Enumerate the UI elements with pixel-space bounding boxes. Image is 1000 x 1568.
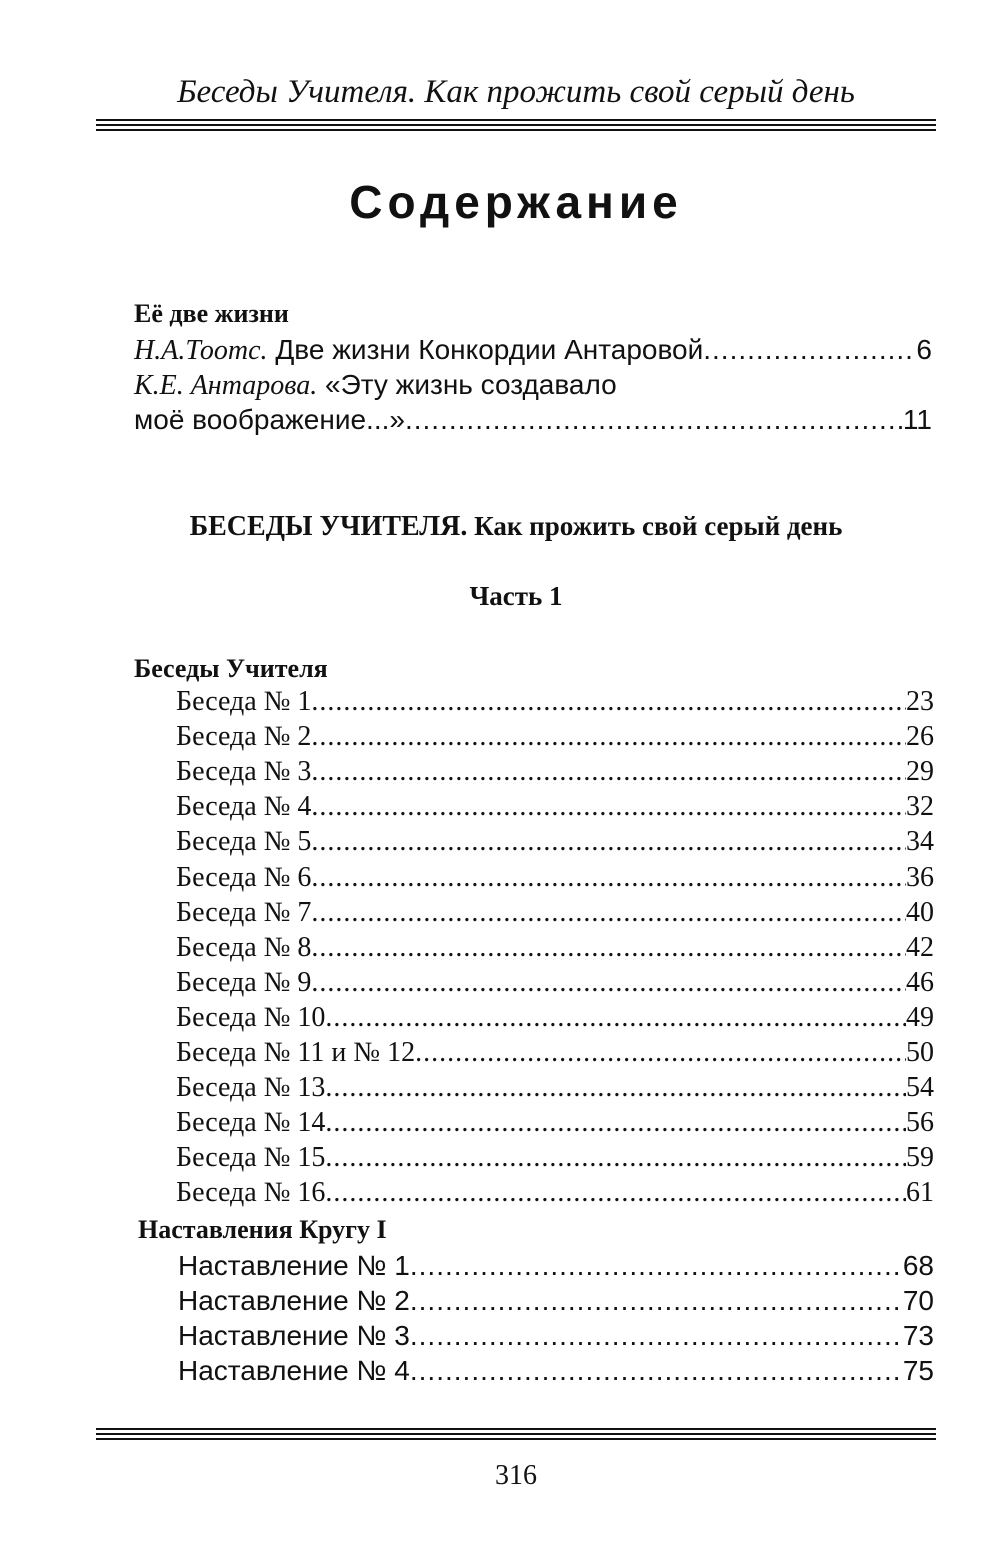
running-header: Беседы Учителя. Как прожить свой серый день	[177, 74, 855, 110]
dot-leader	[415, 1035, 906, 1071]
toc-entry[interactable]	[176, 860, 934, 896]
toc-entry[interactable]	[176, 1000, 934, 1036]
entry-label: Беседа № 3	[176, 756, 312, 788]
dot-leader	[311, 895, 906, 931]
entry-label: Наставление № 2	[178, 1285, 410, 1317]
toc-entry[interactable]	[176, 1140, 934, 1176]
entry-label: Беседа № 2	[176, 721, 312, 753]
entry-label: Беседа № 9	[176, 966, 312, 998]
entry-label: Беседа № 11 и № 12	[176, 1037, 416, 1068]
entry-author: К.Е. Антарова.	[134, 370, 318, 401]
part-heading: Часть 1	[469, 581, 563, 611]
dot-leader	[325, 1175, 906, 1211]
toc-entry[interactable]	[176, 1105, 934, 1141]
entry-page: 73	[902, 1320, 934, 1352]
dot-leader	[325, 1070, 906, 1106]
toc-entry[interactable]	[176, 1175, 934, 1211]
toc-entry-toots[interactable]	[134, 332, 932, 369]
page-number: 316	[495, 1460, 537, 1491]
entry-label: Беседа № 15	[176, 1142, 326, 1174]
toc-entry[interactable]	[176, 1070, 934, 1106]
entry-page: 29	[906, 756, 934, 788]
dot-leader	[311, 860, 906, 896]
entry-page: 49	[906, 1001, 934, 1033]
dot-leader	[325, 1105, 906, 1141]
entry-page: 23	[906, 686, 934, 717]
entry-label: Беседа № 14	[176, 1107, 326, 1139]
toc-entry[interactable]	[176, 789, 934, 825]
dot-leader	[405, 402, 903, 438]
entry-label: Беседа № 1	[176, 686, 312, 717]
entry-page: 32	[906, 791, 934, 823]
entry-label: Наставление № 3	[178, 1320, 410, 1352]
section-heading-besedy: Беседы Учителя	[134, 654, 328, 683]
dot-leader	[703, 332, 916, 368]
entry-page: 26	[906, 721, 934, 753]
entry-page: 36	[906, 861, 934, 893]
toc-entry[interactable]	[178, 1353, 934, 1389]
dot-leader	[325, 1000, 906, 1036]
toc-entry[interactable]	[178, 1248, 934, 1284]
entry-page: 68	[902, 1250, 934, 1281]
dot-leader	[410, 1353, 903, 1389]
dot-leader	[311, 719, 906, 755]
intro-heading: Её две жизни	[134, 299, 289, 328]
dot-leader	[311, 754, 906, 790]
book-heading-caps: БЕСЕДЫ УЧИТЕЛЯ.	[189, 511, 468, 542]
entry-page: 34	[906, 826, 934, 858]
entry-label: Беседа № 10	[176, 1001, 326, 1033]
entry-page: 54	[906, 1072, 934, 1104]
book-heading-rest: Как прожить свой серый день	[467, 511, 843, 541]
entry-label: Наставление № 1	[178, 1250, 410, 1281]
entry-page: 56	[906, 1107, 934, 1139]
toc-entry-antarova-line2[interactable]	[134, 402, 932, 438]
entry-page: 61	[906, 1177, 934, 1209]
book-heading	[100, 508, 932, 545]
entry-label: Наставление № 4	[178, 1355, 410, 1387]
dot-leader	[311, 965, 906, 1001]
toc-entry[interactable]	[176, 719, 934, 755]
toc-entry[interactable]	[176, 1035, 934, 1071]
entry-page: 70	[902, 1285, 934, 1317]
toc-entry[interactable]	[176, 895, 934, 931]
entry-title-cont: моё воображение...»	[134, 404, 405, 435]
entry-title: «Эту жизнь создавало	[317, 369, 617, 400]
toc-entry[interactable]	[176, 824, 934, 860]
page-title: Содержание	[349, 176, 683, 228]
dot-leader	[410, 1248, 903, 1284]
section-heading-nastavleniya: Наставления Кругу I	[138, 1215, 387, 1244]
entry-label: Беседа № 5	[176, 826, 312, 858]
footer-rule	[96, 1428, 936, 1443]
entry-page: 40	[906, 896, 934, 928]
entry-label: Беседа № 4	[176, 791, 312, 823]
entry-page: 46	[906, 966, 934, 998]
entry-page: 75	[902, 1355, 934, 1387]
entry-author: Н.А.Тоотс.	[134, 335, 268, 366]
toc-entry[interactable]	[178, 1283, 934, 1319]
dot-leader	[311, 930, 906, 966]
dot-leader	[311, 684, 906, 720]
dot-leader	[311, 789, 906, 825]
entry-label: Беседа № 13	[176, 1072, 326, 1104]
header-rule	[96, 119, 936, 134]
entry-label: Беседа № 6	[176, 861, 312, 893]
toc-entry[interactable]	[176, 930, 934, 966]
entry-title: Две жизни Конкордии Антаровой	[267, 334, 704, 365]
dot-leader	[325, 1140, 906, 1176]
toc-entry[interactable]	[176, 965, 934, 1001]
entry-page: 6	[916, 334, 932, 365]
entry-page: 59	[906, 1142, 934, 1174]
entry-label: Беседа № 16	[176, 1177, 326, 1209]
toc-entry-antarova-line1[interactable]	[134, 367, 617, 404]
entry-label: Беседа № 8	[176, 931, 312, 963]
dot-leader	[311, 824, 906, 860]
entry-page: 11	[902, 404, 932, 435]
entry-page: 42	[906, 931, 934, 963]
entry-page: 50	[906, 1037, 934, 1068]
toc-entry[interactable]	[176, 684, 934, 720]
dot-leader	[410, 1318, 903, 1354]
toc-entry[interactable]	[176, 754, 934, 790]
toc-entry[interactable]	[178, 1318, 934, 1354]
dot-leader	[410, 1283, 903, 1319]
entry-label: Беседа № 7	[176, 896, 312, 928]
